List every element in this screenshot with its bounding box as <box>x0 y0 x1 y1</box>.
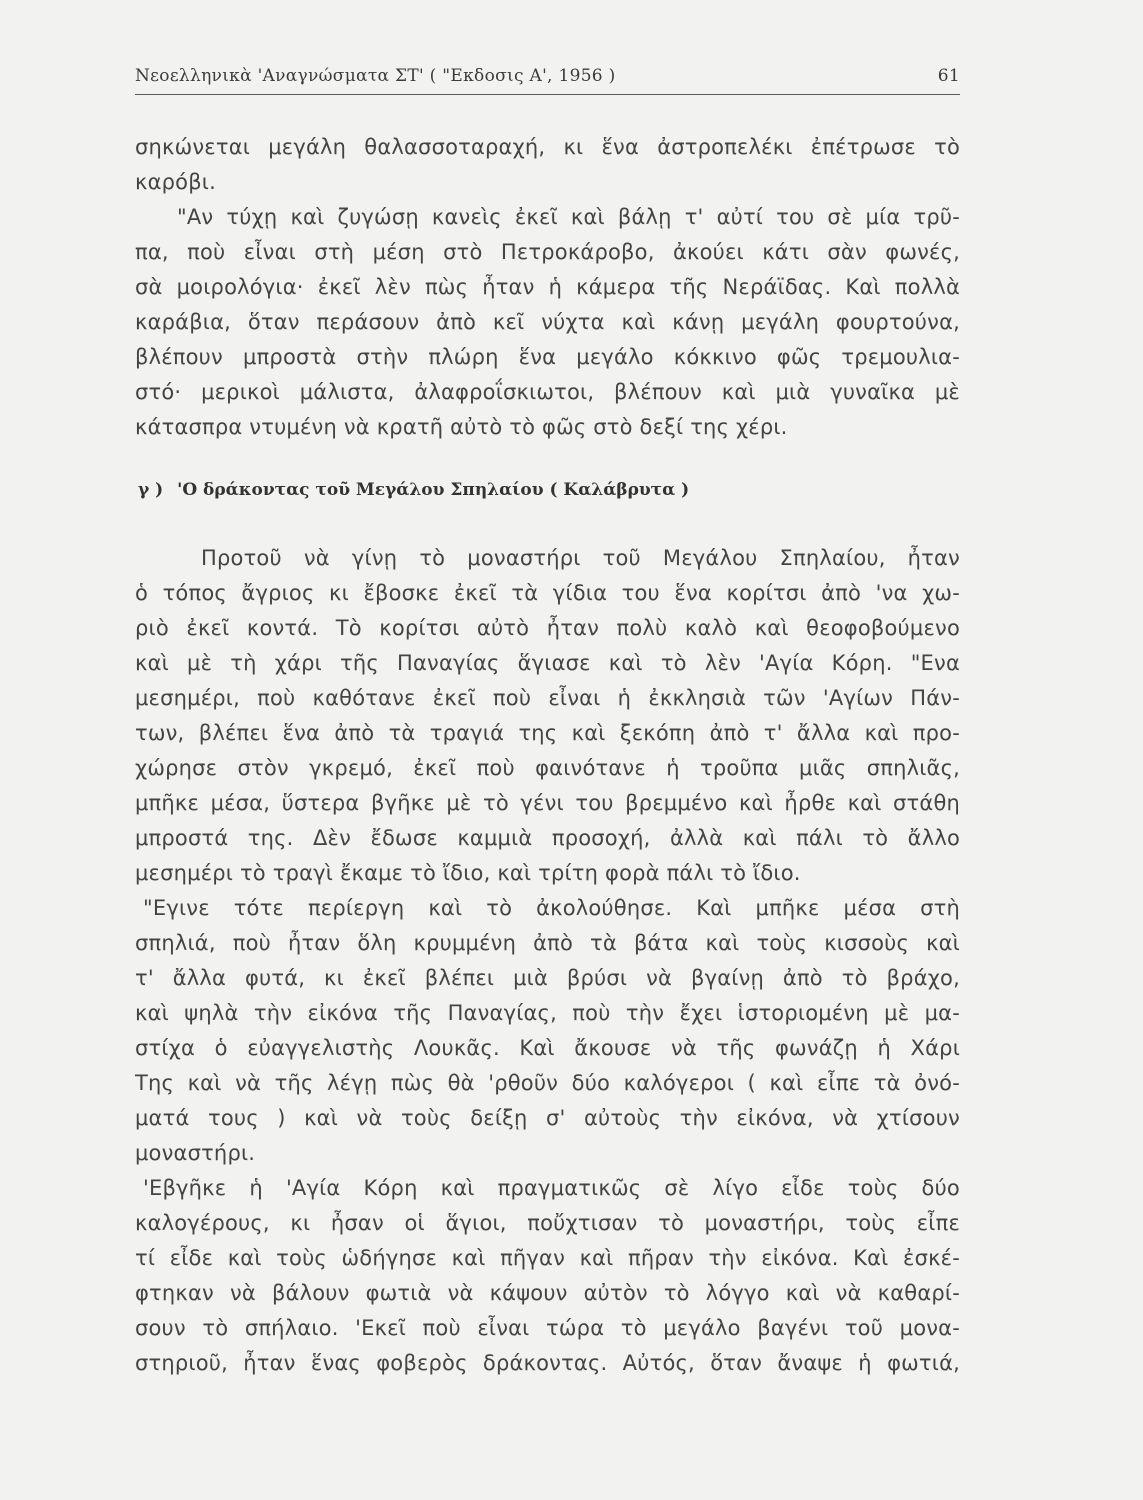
text-line: τί εἶδε καὶ τοὺς ὡδήγησε καὶ πῆγαν καὶ πῆραν τὴν εἰκόνα. Καὶ ἐσκέ- <box>135 1246 960 1270</box>
text-line: φτηκαν νὰ βάλουν φωτιὰ νὰ κάψουν αὐτὸν τὸ λόγγο καὶ νὰ καθαρί- <box>135 1281 960 1305</box>
section-heading <box>138 480 689 500</box>
paragraph-block-2 <box>135 541 960 1381</box>
running-title: Νεοελληνικὰ 'Αναγνώσματα ΣΤ' ( "Εκδοσις Α', 1956 ) <box>135 66 616 86</box>
text-line: "Εγινε τότε περίεργη καὶ τὸ ἀκολούθησε. Καὶ μπῆκε μέσα στὴ <box>143 896 960 920</box>
text-line: στηριοῦ, ἦταν ἕνας φοβερὸς δράκοντας. Αὐτός, ὅταν ἄναψε ἡ φωτιά, <box>135 1351 960 1375</box>
text-line: ματά τους ) καὶ νὰ τοὺς δείξῃ σ' αὐτοὺς τὴν εἰκόνα, νὰ χτίσουν <box>135 1106 960 1130</box>
text-line: μπροστά της. Δὲν ἔδωσε καμμιὰ προσοχή, ἀλλὰ καὶ πάλι τὸ ἄλλο <box>135 826 960 850</box>
text-line: μεσημέρι τὸ τραγὶ ἔκαμε τὸ ἴδιο, καὶ τρίτη φορὰ πάλι τὸ ἴδιο. <box>135 861 801 885</box>
text-line: σπηλιά, ποὺ ἦταν ὅλη κρυμμένη ἀπὸ τὰ βάτα καὶ τοὺς κισσοὺς καὶ <box>135 931 960 955</box>
text-line: ριὸ ἐκεῖ κοντά. Τὸ κορίτσι αὐτὸ ἦταν πολὺ καλὸ καὶ θεοφοβούμενο <box>135 616 960 640</box>
text-line: στίχα ὁ εὐαγγελιστὴς Λουκᾶς. Καὶ ἄκουσε νὰ τῆς φωνάζῃ ἡ Χάρι <box>135 1036 960 1060</box>
section-letter: γ ) <box>138 480 164 500</box>
page-header <box>135 58 960 95</box>
text-line: πα, ποὺ εἶναι στὴ μέση στὸ Πετροκάροβο, ἀκούει κάτι σὰν φωνές, <box>135 240 960 264</box>
text-line: βλέπουν μπροστὰ στὴν πλώρη ἕνα μεγάλο κόκκινο φῶς τρεμουλια- <box>135 345 960 369</box>
text-line: τ' ἄλλα φυτά, κι ἐκεῖ βλέπει μιὰ βρύσι νὰ βγαίνῃ ἀπὸ τὸ βράχο, <box>135 966 960 990</box>
text-line: κάτασπρα ντυμένη νὰ κρατῆ αὐτὸ τὸ φῶς στὸ δεξί της χέρι. <box>135 415 788 439</box>
text-line: 'Εβγῆκε ἡ 'Αγία Κόρη καὶ πραγματικῶς σὲ λίγο εἶδε τοὺς δύο <box>143 1176 960 1200</box>
text-line: στό· μερικοὶ μάλιστα, ἀλαφροΐσκιωτοι, βλέπουν καὶ μιὰ γυναῖκα μὲ <box>135 380 960 404</box>
text-line: μεσημέρι, ποὺ καθότανε ἐκεῖ ποὺ εἶναι ἡ ἐκκλησιὰ τῶν 'Αγίων Πάν- <box>135 686 960 710</box>
page-number: 61 <box>937 66 960 86</box>
text-line: Της καὶ νὰ τῆς λέγῃ πὼς θὰ 'ρθοῦν δύο καλόγεροι ( καὶ εἶπε τὰ ὀνό- <box>135 1071 960 1095</box>
text-line: των, βλέπει ἕνα ἀπὸ τὰ τραγιά της καὶ ξεκόπη ἀπὸ τ' ἄλλα καὶ προ- <box>135 721 960 745</box>
text-line: σηκώνεται μεγάλη θαλασσοταραχή, κι ἕνα ἀστροπελέκι ἐπέτρωσε τὸ <box>135 135 960 159</box>
paragraph-block-1 <box>135 130 960 445</box>
text-line: καλογέρους, κι ἦσαν οἱ ἅγιοι, ποὔχτισαν τὸ μοναστήρι, τοὺς εἶπε <box>135 1211 960 1235</box>
text-line: σὰ μοιρολόγια· ἐκεῖ λὲν πὼς ἦταν ἡ κάμερα τῆς Νεράϊδας. Καὶ πολλὰ <box>135 275 960 299</box>
text-line: "Αν τύχῃ καὶ ζυγώσῃ κανεὶς ἐκεῖ καὶ βάλῃ τ' αὐτί του σὲ μία τρῦ- <box>177 205 960 229</box>
text-line: καρόβι. <box>135 170 216 194</box>
text-line: ὁ τόπος ἄγριος κι ἔβοσκε ἐκεῖ τὰ γίδια του ἕνα κορίτσι ἀπὸ 'να χω- <box>135 581 960 605</box>
text-line: καὶ μὲ τὴ χάρι τῆς Παναγίας ἅγιασε καὶ τὸ λὲν 'Αγία Κόρη. "Ενα <box>135 651 960 675</box>
section-title: 'Ο δράκοντας τοῦ Μεγάλου Σπηλαίου ( Καλάβρυτα ) <box>177 480 690 500</box>
text-line: καὶ ψηλὰ τὴν εἰκόνα τῆς Παναγίας, ποὺ τὴν ἔχει ἱστοριομένη μὲ μα- <box>135 1001 960 1025</box>
text-line: μοναστήρι. <box>135 1141 256 1165</box>
text-line: Προτοῦ νὰ γίνῃ τὸ μοναστήρι τοῦ Μεγάλου Σπηλαίου, ἦταν <box>201 546 960 570</box>
text-line: χώρησε στὸν γκρεμό, ἐκεῖ ποὺ φαινότανε ἡ τροῦπα μιᾶς σπηλιᾶς, <box>135 756 960 780</box>
text-line: μπῆκε μέσα, ὕστερα βγῆκε μὲ τὸ γένι του βρεμμένο καὶ ἦρθε καὶ στάθη <box>135 791 960 815</box>
text-line: σουν τὸ σπήλαιο. 'Εκεῖ ποὺ εἶναι τώρα τὸ μεγάλο βαγένι τοῦ μονα- <box>135 1316 960 1340</box>
text-line: καράβια, ὅταν περάσουν ἀπὸ κεῖ νύχτα καὶ κάνῃ μεγάλη φουρτούνα, <box>135 310 960 334</box>
